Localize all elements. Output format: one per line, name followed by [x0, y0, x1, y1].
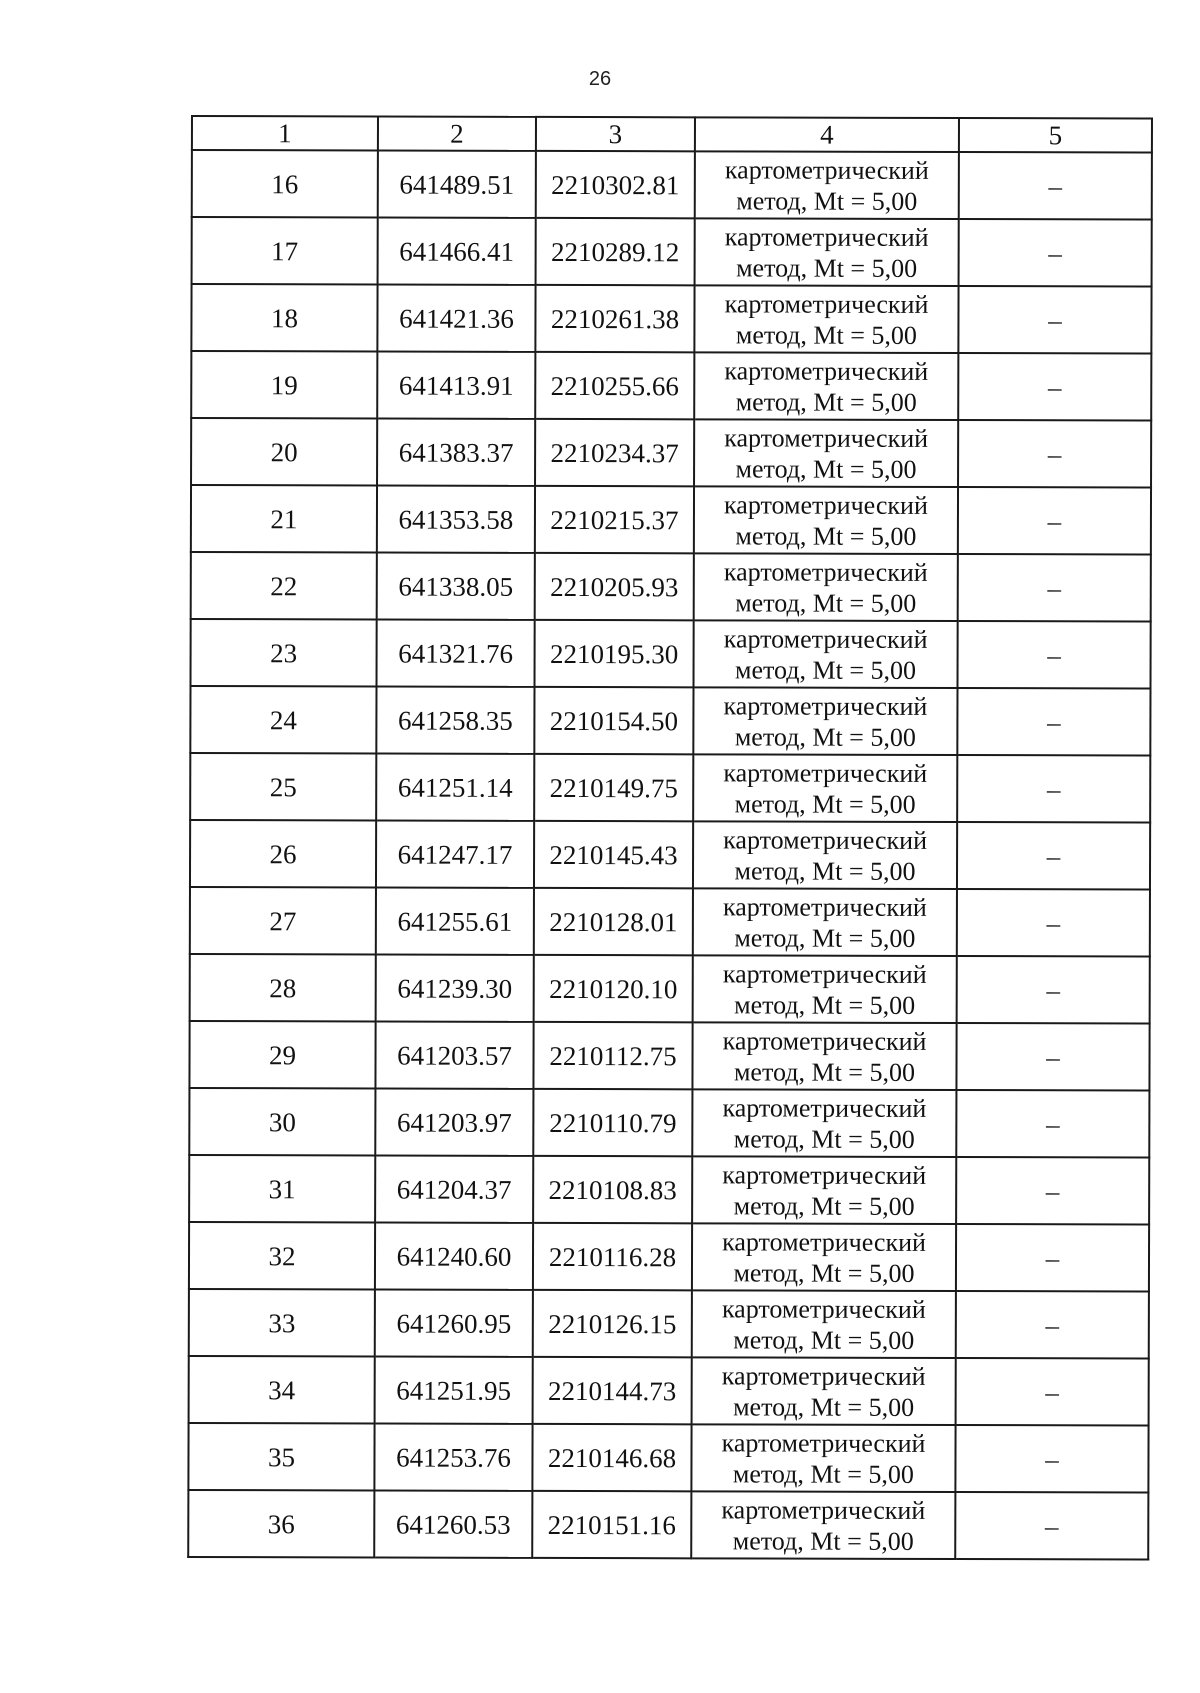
note-cell: –: [957, 956, 1150, 1024]
y-coordinate-cell: 2210110.79: [533, 1089, 692, 1156]
method-line-1: картометрический: [721, 1293, 926, 1324]
note-cell: –: [956, 1224, 1149, 1292]
method-line-2: метод, Mt = 5,00: [734, 788, 916, 819]
header-cell-3: 3: [536, 117, 695, 151]
y-coordinate-cell: 2210128.01: [534, 888, 693, 955]
x-coordinate-cell: 641204.37: [375, 1155, 533, 1222]
y-coordinate-cell: 2210145.43: [534, 821, 693, 888]
x-coordinate-cell: 641321.76: [377, 619, 535, 686]
method-line-1: картометрический: [722, 1025, 927, 1056]
x-coordinate-cell: 641413.91: [377, 351, 535, 418]
point-number-cell: 26: [190, 820, 376, 887]
method-cell: [692, 1089, 956, 1157]
method-line-1: картометрический: [722, 1226, 926, 1257]
note-cell: –: [958, 286, 1151, 354]
method-cell: [692, 1156, 956, 1224]
method-line-2: метод, Mt = 5,00: [734, 721, 916, 752]
method-cell: [695, 218, 959, 286]
point-number-cell: 29: [189, 1021, 375, 1088]
y-coordinate-cell: 2210149.75: [534, 754, 693, 821]
method-line-2: метод, Mt = 5,00: [735, 319, 917, 350]
method-line-1: картометрический: [724, 288, 929, 319]
y-coordinate-cell: 2210108.83: [533, 1156, 692, 1223]
method-line-2: метод, Mt = 5,00: [735, 587, 917, 618]
y-coordinate-cell: 2210154.50: [534, 687, 693, 754]
method-cell: [694, 352, 958, 420]
point-number-cell: 17: [192, 217, 378, 284]
method-line-2: метод, Mt = 5,00: [733, 1257, 915, 1288]
method-cell: [692, 1223, 956, 1291]
y-coordinate-cell: 2210151.16: [532, 1491, 691, 1558]
x-coordinate-cell: 641255.61: [376, 887, 534, 954]
method-cell: [695, 151, 959, 219]
method-line-1: картометрический: [724, 154, 929, 185]
point-number-cell: 18: [191, 284, 377, 351]
point-number-cell: 34: [189, 1356, 375, 1423]
point-number-cell: 31: [189, 1155, 375, 1222]
y-coordinate-cell: 2210120.10: [534, 955, 693, 1022]
note-cell: –: [958, 621, 1151, 689]
x-coordinate-cell: 641239.30: [376, 954, 534, 1021]
point-number-cell: 35: [188, 1423, 374, 1490]
coordinates-table: [187, 115, 1153, 1561]
x-coordinate-cell: 641489.51: [378, 150, 536, 217]
point-number-cell: 22: [191, 552, 377, 619]
point-number-cell: 19: [191, 351, 377, 418]
note-cell: –: [959, 152, 1152, 220]
y-coordinate-cell: 2210255.66: [535, 352, 694, 419]
method-cell: [693, 821, 957, 889]
method-cell: [691, 1491, 955, 1559]
x-coordinate-cell: 641353.58: [377, 485, 535, 552]
method-cell: [693, 955, 957, 1023]
header-row: [192, 116, 1152, 153]
table-row: [191, 284, 1151, 354]
table-row: [191, 418, 1151, 488]
table-row: [191, 552, 1151, 622]
point-number-cell: 23: [191, 619, 377, 686]
method-cell: [694, 285, 958, 353]
method-line-2: метод, Mt = 5,00: [732, 1458, 914, 1489]
method-line-2: метод, Mt = 5,00: [733, 1190, 915, 1221]
x-coordinate-cell: 641247.17: [376, 820, 534, 887]
y-coordinate-cell: 2210234.37: [535, 419, 694, 486]
point-number-cell: 32: [189, 1222, 375, 1289]
x-coordinate-cell: 641421.36: [377, 284, 535, 351]
method-line-2: метод, Mt = 5,00: [734, 855, 916, 886]
method-line-2: метод, Mt = 5,00: [732, 1525, 914, 1556]
note-cell: –: [958, 554, 1151, 622]
method-line-1: картометрический: [723, 757, 928, 788]
method-line-1: картометрический: [721, 1427, 926, 1458]
method-cell: [694, 553, 958, 621]
method-line-1: картометрический: [724, 422, 929, 453]
method-line-1: картометрический: [722, 1092, 927, 1123]
method-cell: [692, 1357, 956, 1425]
note-cell: –: [957, 822, 1150, 890]
x-coordinate-cell: 641258.35: [376, 686, 534, 753]
table-body: [188, 150, 1152, 1560]
method-line-1: картометрический: [724, 355, 929, 386]
method-line-1: картометрический: [722, 1159, 927, 1190]
point-number-cell: 21: [191, 485, 377, 552]
table-row: [189, 1155, 1149, 1225]
note-cell: –: [958, 353, 1151, 421]
table-row: [189, 1021, 1149, 1091]
method-line-2: метод, Mt = 5,00: [734, 989, 916, 1020]
y-coordinate-cell: 2210261.38: [535, 285, 694, 352]
note-cell: –: [956, 1358, 1149, 1426]
method-line-2: метод, Mt = 5,00: [735, 453, 917, 484]
y-coordinate-cell: 2210116.28: [533, 1223, 692, 1290]
x-coordinate-cell: 641338.05: [377, 552, 535, 619]
y-coordinate-cell: 2210289.12: [536, 218, 695, 285]
method-line-2: метод, Mt = 5,00: [733, 1324, 915, 1355]
table-row: [188, 1490, 1148, 1560]
method-line-1: картометрический: [722, 891, 927, 922]
method-cell: [693, 687, 957, 755]
table-row: [192, 150, 1152, 220]
point-number-cell: 36: [188, 1490, 374, 1557]
x-coordinate-cell: 641240.60: [375, 1222, 533, 1289]
note-cell: –: [956, 1157, 1149, 1225]
note-cell: –: [955, 1425, 1148, 1493]
method-cell: [694, 419, 958, 487]
note-cell: –: [955, 1492, 1148, 1560]
method-cell: [693, 888, 957, 956]
note-cell: –: [956, 1090, 1149, 1158]
table-row: [192, 217, 1152, 287]
method-cell: [692, 1022, 956, 1090]
point-number-cell: 28: [190, 954, 376, 1021]
table-row: [191, 351, 1151, 421]
note-cell: –: [957, 688, 1150, 756]
method-line-2: метод, Mt = 5,00: [733, 1056, 916, 1087]
header-cell-2: 2: [378, 116, 536, 150]
point-number-cell: 33: [189, 1289, 375, 1356]
method-line-1: картометрический: [723, 556, 928, 587]
y-coordinate-cell: 2210146.68: [532, 1424, 691, 1491]
note-cell: –: [957, 755, 1150, 823]
point-number-cell: 16: [192, 150, 378, 217]
y-coordinate-cell: 2210126.15: [533, 1290, 692, 1357]
method-line-2: метод, Mt = 5,00: [733, 1123, 915, 1154]
table-row: [190, 887, 1150, 957]
method-cell: [691, 1424, 955, 1492]
method-line-1: картометрический: [723, 690, 928, 721]
point-number-cell: 25: [190, 753, 376, 820]
y-coordinate-cell: 2210112.75: [533, 1022, 692, 1089]
header-cell-5: 5: [959, 118, 1152, 153]
method-line-2: метод, Mt = 5,00: [735, 654, 917, 685]
x-coordinate-cell: 641466.41: [378, 217, 536, 284]
method-line-2: метод, Mt = 5,00: [735, 520, 917, 551]
page-number: 26: [588, 68, 612, 90]
note-cell: –: [959, 219, 1152, 287]
x-coordinate-cell: 641251.14: [376, 753, 534, 820]
table-row: [190, 686, 1150, 756]
y-coordinate-cell: 2210205.93: [535, 553, 694, 620]
table-header: [192, 116, 1152, 153]
method-line-2: метод, Mt = 5,00: [734, 922, 916, 953]
header-cell-1: 1: [192, 116, 378, 150]
x-coordinate-cell: 641203.57: [375, 1021, 533, 1088]
method-line-2: метод, Mt = 5,00: [733, 1391, 915, 1422]
y-coordinate-cell: 2210195.30: [535, 620, 694, 687]
table-row: [188, 1423, 1148, 1493]
table-row: [189, 1222, 1149, 1292]
method-line-2: метод, Mt = 5,00: [735, 386, 917, 417]
method-cell: [694, 486, 958, 554]
method-line-1: картометрический: [721, 1494, 926, 1525]
method-cell: [694, 620, 958, 688]
table-row: [191, 619, 1151, 689]
x-coordinate-cell: 641260.95: [375, 1289, 533, 1356]
table-row: [189, 1356, 1149, 1426]
method-line-1: картометрический: [721, 1360, 926, 1391]
table-row: [190, 753, 1150, 823]
method-line-1: картометрический: [724, 221, 929, 252]
note-cell: –: [956, 1023, 1149, 1091]
method-line-1: картометрический: [722, 958, 927, 989]
note-cell: –: [958, 487, 1151, 555]
table-row: [190, 820, 1150, 890]
table-row: [190, 954, 1150, 1024]
note-cell: –: [956, 1291, 1149, 1359]
point-number-cell: 27: [190, 887, 376, 954]
point-number-cell: 20: [191, 418, 377, 485]
method-cell: [692, 1290, 956, 1358]
point-number-cell: 24: [190, 686, 376, 753]
method-line-2: метод, Mt = 5,00: [736, 252, 918, 283]
note-cell: –: [957, 889, 1150, 957]
x-coordinate-cell: 641203.97: [375, 1088, 533, 1155]
x-coordinate-cell: 641260.53: [374, 1490, 532, 1557]
point-number-cell: 30: [189, 1088, 375, 1155]
table-row: [189, 1289, 1149, 1359]
x-coordinate-cell: 641251.95: [375, 1356, 533, 1423]
x-coordinate-cell: 641253.76: [374, 1423, 532, 1490]
y-coordinate-cell: 2210144.73: [533, 1357, 692, 1424]
method-line-1: картометрический: [724, 489, 928, 520]
y-coordinate-cell: 2210215.37: [535, 486, 694, 553]
method-line-1: картометрический: [723, 623, 928, 654]
table-row: [191, 485, 1151, 555]
header-cell-4: 4: [695, 117, 959, 152]
table-row: [189, 1088, 1149, 1158]
method-line-1: картометрический: [723, 824, 928, 855]
note-cell: –: [958, 420, 1151, 488]
method-cell: [693, 754, 957, 822]
method-line-2: метод, Mt = 5,00: [736, 185, 918, 216]
x-coordinate-cell: 641383.37: [377, 418, 535, 485]
y-coordinate-cell: 2210302.81: [536, 151, 695, 218]
